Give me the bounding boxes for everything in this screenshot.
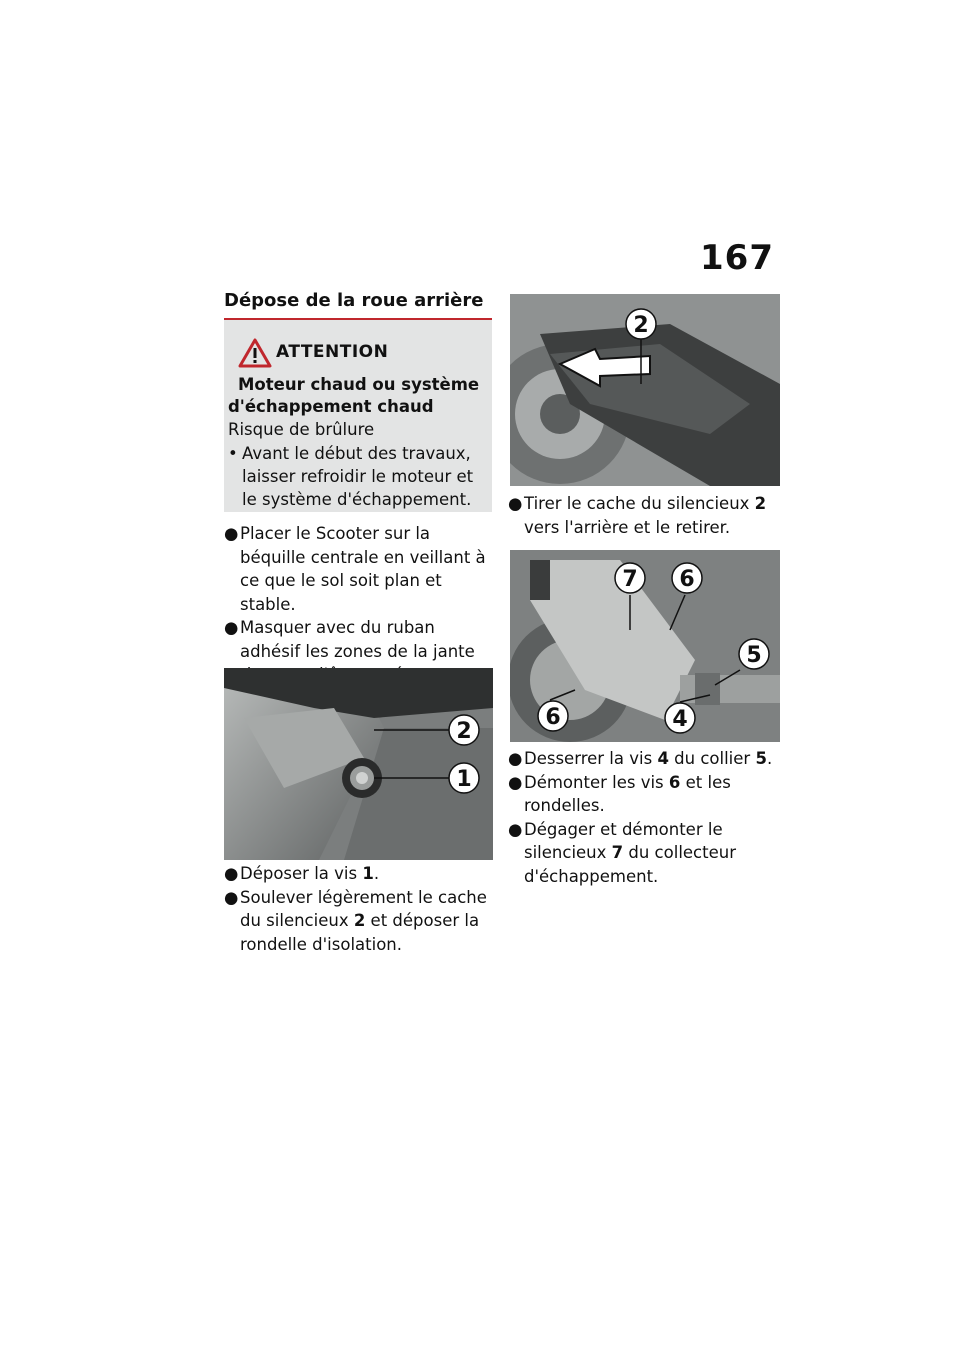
warning-subtitle: Moteur chaud ou système d'échappement chaud: [228, 375, 480, 416]
callout-label: 2: [633, 313, 649, 338]
steps-list-left-bottom: [224, 862, 492, 956]
warning-heading: ATTENTION: [276, 342, 389, 362]
warning-risk: Risque de brûlure: [228, 420, 375, 439]
page-number: 167: [700, 238, 774, 278]
list-item: ● Desserrer la vis 4 du collier 5.: [508, 749, 773, 768]
list-item: ● Masquer avec du ruban adhésif les zones de la jante: [224, 618, 475, 661]
list-item: ● Démonter les vis 6 et les rondelles.: [508, 772, 731, 815]
warning-bullet: [228, 442, 486, 511]
callout-label: 2: [456, 719, 472, 744]
figure-silencer-cover-photo: [510, 294, 780, 486]
callout-label: 4: [672, 707, 688, 732]
warning-bullet-text: Avant le début des travaux, laisser refroidir le moteur et le système d'échappement.: [242, 444, 474, 509]
callout-label: 1: [456, 767, 472, 792]
bullet-dot: •: [228, 444, 238, 463]
figure-silencer-removal-photo: [510, 550, 780, 742]
callout-label: 5: [746, 643, 762, 668]
callout-label: 6: [545, 705, 561, 730]
warning-box: [224, 320, 492, 512]
callout-label: 6: [679, 567, 695, 592]
steps-list-left-top: [224, 522, 492, 687]
warning-triangle-icon: [238, 338, 272, 368]
steps-list-right-bottom: [508, 747, 780, 888]
callout-label: 7: [622, 567, 638, 592]
list-item: ● Déposer la vis 1.: [224, 864, 380, 883]
list-item: ● Soulever légèrement le cache du silencieux 2 et déposer la rondelle d'isolation.: [224, 887, 487, 954]
steps-list-right-mid: [508, 492, 780, 539]
list-item: ● Placer le Scooter sur la béquille centrale en veillant à ce que le sol soit plan et stable.: [224, 524, 486, 614]
list-item: ● Tirer le cache du silencieux 2 vers l'arrière et le retirer.: [508, 494, 767, 537]
figure-exhaust-screw-photo: [224, 668, 493, 860]
list-item: ● Dégager et démonter le silencieux 7 du collecteur d'échappement.: [508, 819, 736, 886]
section-title: Dépose de la roue arrière: [224, 290, 484, 311]
